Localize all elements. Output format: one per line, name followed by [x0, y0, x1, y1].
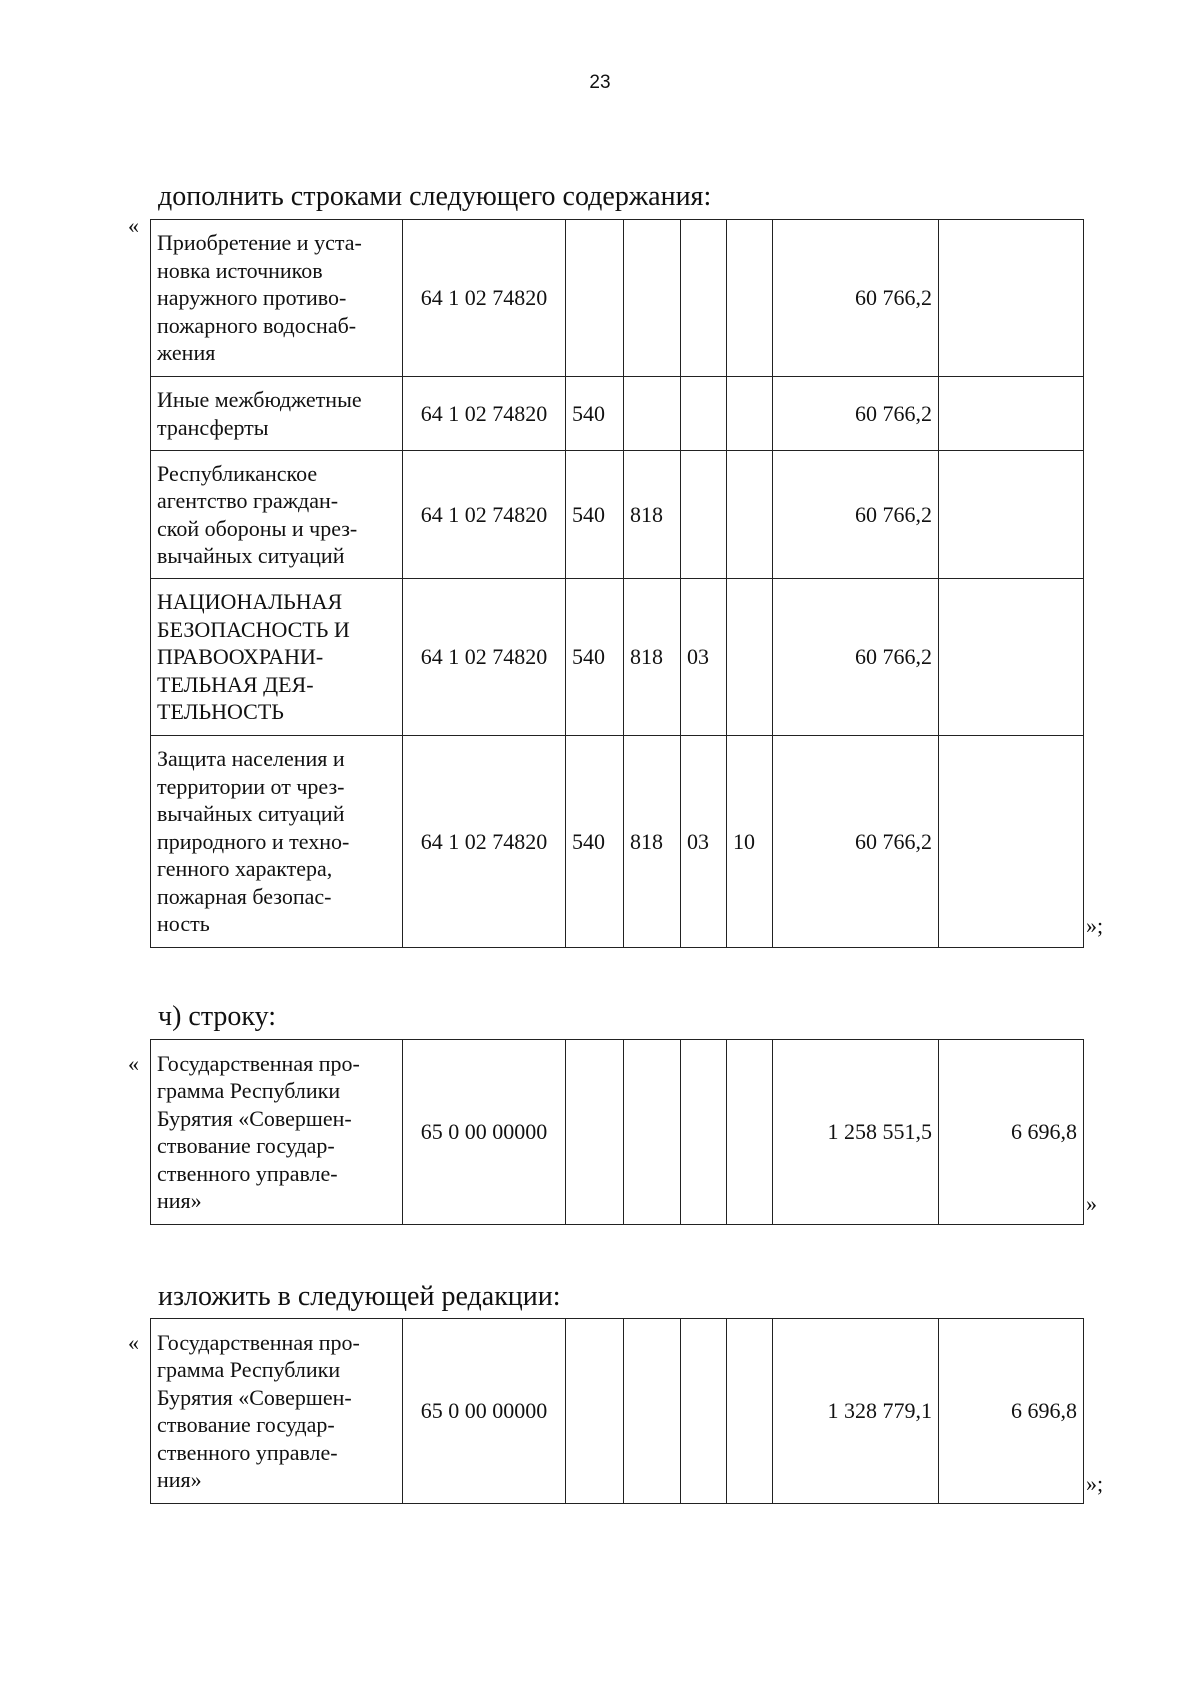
- row-name-line: природного и техно-: [157, 828, 350, 854]
- section-code: 03: [681, 579, 727, 736]
- budget-manager-code: 818: [624, 736, 681, 948]
- row-name-line: ность: [157, 911, 210, 937]
- row-name-line: трансферты: [157, 414, 269, 440]
- section-code: [681, 1319, 727, 1504]
- closing-quote: »: [1086, 1191, 1097, 1216]
- row-name-cell: [151, 377, 403, 451]
- target-article-code: 64 1 02 74820: [403, 377, 566, 451]
- row-name-line: новка источников: [157, 257, 323, 283]
- row-name-line: ствование государ-: [157, 1133, 335, 1158]
- row-name-line: ствование государ-: [157, 1412, 335, 1437]
- budget-manager-code: [624, 377, 681, 451]
- target-article-code: 64 1 02 74820: [403, 736, 566, 948]
- amount-cell: 1 258 551,5: [773, 1040, 939, 1225]
- row-name-line: ния»: [157, 1467, 202, 1492]
- budget-table-new-row: [150, 1318, 1084, 1504]
- row-name-line: наружного противо-: [157, 285, 347, 311]
- budget-manager-code: [624, 1319, 681, 1504]
- subsection-code: [727, 377, 773, 451]
- subvention-amount-cell: [939, 736, 1084, 948]
- row-name-line: БЕЗОПАСНОСТЬ И: [157, 616, 350, 642]
- amount-cell: 60 766,2: [773, 579, 939, 736]
- row-name-cell: [151, 220, 403, 377]
- row-name-line: Бурятия «Совершен-: [157, 1105, 352, 1131]
- target-article-code: 65 0 00 00000: [403, 1319, 566, 1504]
- row-name-line: Государственная про-: [157, 1050, 360, 1076]
- expense-type-code: 540: [566, 579, 624, 736]
- subsection-code: 10: [727, 736, 773, 948]
- opening-quote: «: [128, 213, 139, 238]
- row-name-cell: [151, 451, 403, 579]
- subsection-code: [727, 451, 773, 579]
- row-name-line: вычайных ситуаций: [157, 543, 345, 568]
- section-heading-new-edition: изложить в следующей редакции:: [158, 1281, 561, 1312]
- row-name-line: грамма Республики: [157, 1078, 341, 1103]
- expense-type-code: [566, 1319, 624, 1504]
- section-code: 03: [681, 736, 727, 948]
- table-row: [151, 579, 1084, 736]
- section-heading-add-rows: дополнить строками следующего содержания:: [158, 181, 712, 212]
- budget-manager-code: 818: [624, 451, 681, 579]
- subvention-amount-cell: 6 696,8: [939, 1040, 1084, 1225]
- section-code: [681, 220, 727, 377]
- row-name-cell: [151, 736, 403, 948]
- section-code: [681, 377, 727, 451]
- row-name-line: ПРАВООХРАНИ-: [157, 644, 324, 670]
- row-name-line: ской обороны и чрез-: [157, 515, 358, 541]
- row-name-cell: [151, 1319, 403, 1504]
- subsection-code: [727, 1040, 773, 1225]
- expense-type-code: [566, 220, 624, 377]
- amount-cell: 1 328 779,1: [773, 1319, 939, 1504]
- amount-cell: 60 766,2: [773, 451, 939, 579]
- row-name-line: вычайных ситуаций: [157, 801, 345, 827]
- budget-manager-code: [624, 1040, 681, 1225]
- subsection-code: [727, 579, 773, 736]
- subsection-code: [727, 1319, 773, 1504]
- row-name-line: ственного управле-: [157, 1160, 338, 1186]
- row-name-line: ТЕЛЬНОСТЬ: [157, 699, 284, 725]
- table-row: [151, 220, 1084, 377]
- row-name-line: НАЦИОНАЛЬНАЯ: [157, 589, 343, 615]
- table-row: [151, 1319, 1084, 1504]
- row-name-line: Бурятия «Совершен-: [157, 1384, 352, 1410]
- subvention-amount-cell: [939, 220, 1084, 377]
- target-article-code: 64 1 02 74820: [403, 451, 566, 579]
- row-name-cell: [151, 1040, 403, 1225]
- row-name-line: грамма Республики: [157, 1357, 341, 1382]
- row-name-line: Государственная про-: [157, 1329, 360, 1355]
- expense-type-code: 540: [566, 451, 624, 579]
- row-name-line: Приобретение и уста-: [157, 230, 362, 256]
- subvention-amount-cell: 6 696,8: [939, 1319, 1084, 1504]
- row-name-line: ния»: [157, 1188, 202, 1213]
- subvention-amount-cell: [939, 579, 1084, 736]
- table-row: [151, 1040, 1084, 1225]
- section-code: [681, 1040, 727, 1225]
- row-name-line: ственного управле-: [157, 1439, 338, 1465]
- expense-type-code: 540: [566, 377, 624, 451]
- section-code: [681, 451, 727, 579]
- budget-table-added-rows: [150, 219, 1084, 948]
- amount-cell: 60 766,2: [773, 736, 939, 948]
- row-name-line: территории от чрез-: [157, 773, 345, 799]
- row-name-line: генного характера,: [157, 856, 333, 882]
- target-article-code: 64 1 02 74820: [403, 220, 566, 377]
- table-row: [151, 736, 1084, 948]
- row-name-line: пожарного водоснаб-: [157, 312, 357, 338]
- budget-manager-code: [624, 220, 681, 377]
- budget-table-original-row: [150, 1039, 1084, 1225]
- row-name-line: Защита населения и: [157, 746, 345, 772]
- row-name-line: пожарная безопас-: [157, 883, 332, 909]
- target-article-code: 65 0 00 00000: [403, 1040, 566, 1225]
- closing-quote: »;: [1086, 913, 1104, 938]
- row-name-cell: [151, 579, 403, 736]
- amount-cell: 60 766,2: [773, 377, 939, 451]
- row-name-line: жения: [157, 340, 216, 366]
- expense-type-code: [566, 1040, 624, 1225]
- page-number: 23: [589, 72, 611, 93]
- amount-cell: 60 766,2: [773, 220, 939, 377]
- table-row: [151, 377, 1084, 451]
- subvention-amount-cell: [939, 451, 1084, 579]
- subsection-code: [727, 220, 773, 377]
- target-article-code: 64 1 02 74820: [403, 579, 566, 736]
- section-heading-row: ч) строку:: [158, 1001, 277, 1032]
- expense-type-code: 540: [566, 736, 624, 948]
- opening-quote: «: [128, 1051, 139, 1076]
- opening-quote: «: [128, 1330, 139, 1355]
- budget-manager-code: 818: [624, 579, 681, 736]
- row-name-line: агентство граждан-: [157, 488, 339, 513]
- table-row: [151, 451, 1084, 579]
- closing-quote: »;: [1086, 1471, 1104, 1496]
- row-name-line: ТЕЛЬНАЯ ДЕЯ-: [157, 671, 314, 697]
- subvention-amount-cell: [939, 377, 1084, 451]
- row-name-line: Иные межбюджетные: [157, 387, 362, 412]
- row-name-line: Республиканское: [157, 460, 318, 486]
